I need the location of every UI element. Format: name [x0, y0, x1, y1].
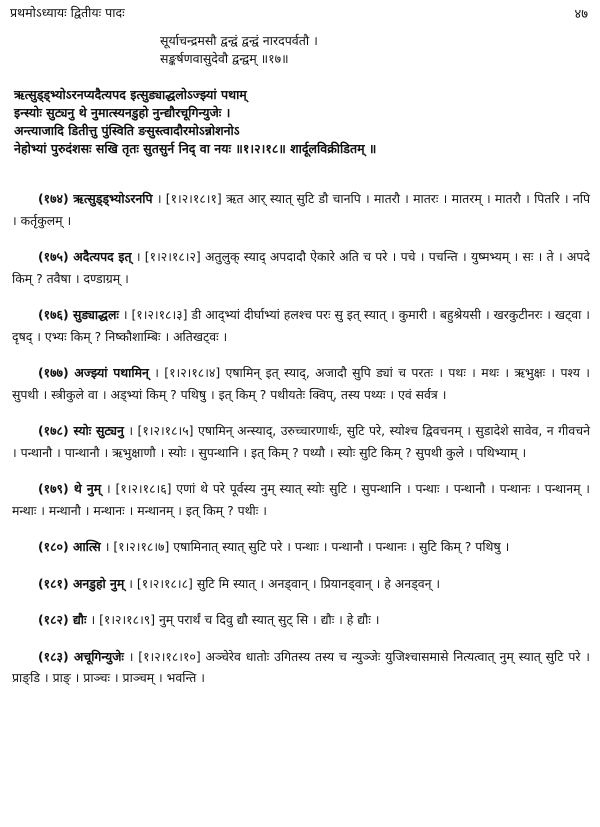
verse-line: अन्त्याजादि डितीत्तु पुंस्विति ङसुस्त्वादौरमोऽन्नोशनोऽ — [14, 123, 240, 138]
sutra-text: । [१।२।१८।२] अतुलुक् स्याद् अपदादौ ऐकारे अति च परे । पचे । पचन्ति । युष्मभ्यम् । सः । ते । अपदे किम् ? तवैषा । दण्डाग्रम् । — [12, 249, 591, 286]
sutra-heading: (१७७) अज्झ्यां पथामिन् — [38, 365, 149, 380]
sutra-paragraph — [12, 188, 590, 231]
sutra-text: । [१।२।१८।७] एषामिनात् स्यात् सुटि परे । पन्थाः । पन्थानौ । पन्थानः । सुटि किम् ? पथिषु । — [100, 539, 510, 554]
verse-line: नेहोभ्यां पुरुदंशसः सखि तृतः सुतसुर्न निद् वा नयः ॥१।२।१८॥ शार्दूलविक्रीडितम् ॥ — [14, 141, 377, 156]
sutra-text: । [१।२।१८।१] ऋत आर् स्यात् सुटि डौ चानपि । मातरौ । मातरः । मातरम् । मातरौ । पितरि । नपि । कर्तृकुलम् । — [12, 191, 590, 228]
sutra-heading: (१७६) सुड्याद्धलः — [38, 307, 119, 322]
sutra-heading: (१७४) ऋत्सुड्ड्भ्योऽरनपि — [38, 191, 153, 206]
sutra-paragraph — [12, 609, 590, 631]
sutra-verse — [0, 86, 600, 158]
sutra-paragraph — [12, 304, 590, 347]
sutra-text: । [१।२।१८।८] सुटि मि स्यात् । अनड्वान् । प्रियानड्वान् । हे अनड्वन् । — [124, 575, 441, 591]
chapter-heading: प्रथमोऽध्यायः द्वितीयः पादः — [10, 5, 125, 20]
verse-top — [0, 32, 600, 68]
page-number: ४७ — [574, 7, 588, 22]
sutra-text: । [१।२।१८।१०] अञ्चेरेव धातोः उगितस्य तस्य च न्युञ्जेः युजिश्चासमासे नित्यत्वात् नुम् स्यात् सुटि परे । प्राङ्डि । प्राङ् । प्राञ्चः । प्राञ्चम् । भवन्ति । — [12, 648, 590, 685]
sutra-paragraph — [12, 420, 590, 463]
sutra-text: । [१।२।१८।४] एषामिन् इत् स्याद्, अजादौ सुपि ड्यां च परतः । पथः । मथः । ऋभुक्षः । पश्य । सुपथी । स्त्रीकुले वा । अड्भ्यां किम् ? पथिषु । इत् किम् ? पथीयतेः क्विप्, तस्य पथ्यः । एवं सर्वत्र । — [12, 365, 590, 402]
verse-line: ऋत्सुड्ड्भ्योऽरनप्यदैत्यपद इत्सुड्याद्धलोऽज्झ्यां पथाम् — [14, 87, 247, 102]
sutra-paragraph — [12, 536, 590, 558]
sutra-heading: (१७८) स्योः सुट्यनु — [38, 423, 124, 438]
sutra-paragraph — [12, 573, 590, 595]
sutra-heading: (१८०) आत्सि — [38, 539, 101, 554]
sutra-paragraph — [12, 478, 590, 521]
sutra-text: । [१।२।१८।३] डी आद्भ्यां दीर्घाभ्यां हलश्च परः सु इत् स्यात् । कुमारी । बहुश्रेयसी । खरकुटीनरः । खट्वा । दृषद् । एभ्यः किम् ? निष्कौशाम्बिः । अतिखट्वः । — [12, 307, 591, 344]
sutra-heading: (१७५) अदैत्यपद इत् — [38, 249, 132, 264]
verse-line: सङ्कर्षणवासुदेवौ द्वन्द्वम् ॥१७॥ — [160, 51, 289, 66]
commentary-body — [12, 188, 590, 704]
sutra-heading: (१७९) थे नुम् — [38, 481, 102, 496]
sutra-text: । [१।२।१८।९] नुम् परार्थं च दिवु द्यौ स्यात् सुट् सि । द्यौः । हे द्यौः । — [86, 612, 380, 627]
sutra-heading: (१८२) द्यौः — [38, 612, 87, 627]
sutra-paragraph — [12, 646, 590, 689]
verse-line: सूर्याचन्द्रमसौ द्वन्द्वं द्वन्द्वं नारदपर्वतौ । — [160, 33, 318, 48]
sutra-paragraph — [12, 246, 590, 289]
sutra-text: । [१।२।१८।५] एषामिन् अन्स्याद्, उरुच्चारणार्थः, सुटि परे, स्योश्च द्विवचनम् । सुडादेशे सावेव, न गीवचने । पन्थानौ । पान्थानौ । ऋभुक्षाणौ । स्योः । सुपन्थानि । इत् किम् ? पथ्यौ । स्योः सुटि किम् ? सुपथी कुले । पथिभ्याम् । — [12, 423, 590, 460]
sutra-paragraph — [12, 362, 590, 405]
sutra-heading: (१८१) अनडुहो नुम् — [38, 575, 125, 591]
verse-line: इन्स्योः सुट्यनु थे नुमात्स्यनडुहो नुन्द्यौरचूगिन्युजेः । — [14, 105, 231, 120]
sutra-text: । [१।२।१८।६] एणां थे परे पूर्वस्य नुम् स्यात् स्योः सुटि । सुपन्थानि । पन्थाः । पन्थानौ । पन्थानः । पन्थानम् । मन्थाः । मन्थानौ । मन्थानः । मन्थानम् । इत् किम् ? पथीः । — [12, 481, 590, 518]
running-header — [10, 4, 590, 22]
sutra-heading: (१८३) अचूगिन्युजेः — [38, 648, 124, 664]
